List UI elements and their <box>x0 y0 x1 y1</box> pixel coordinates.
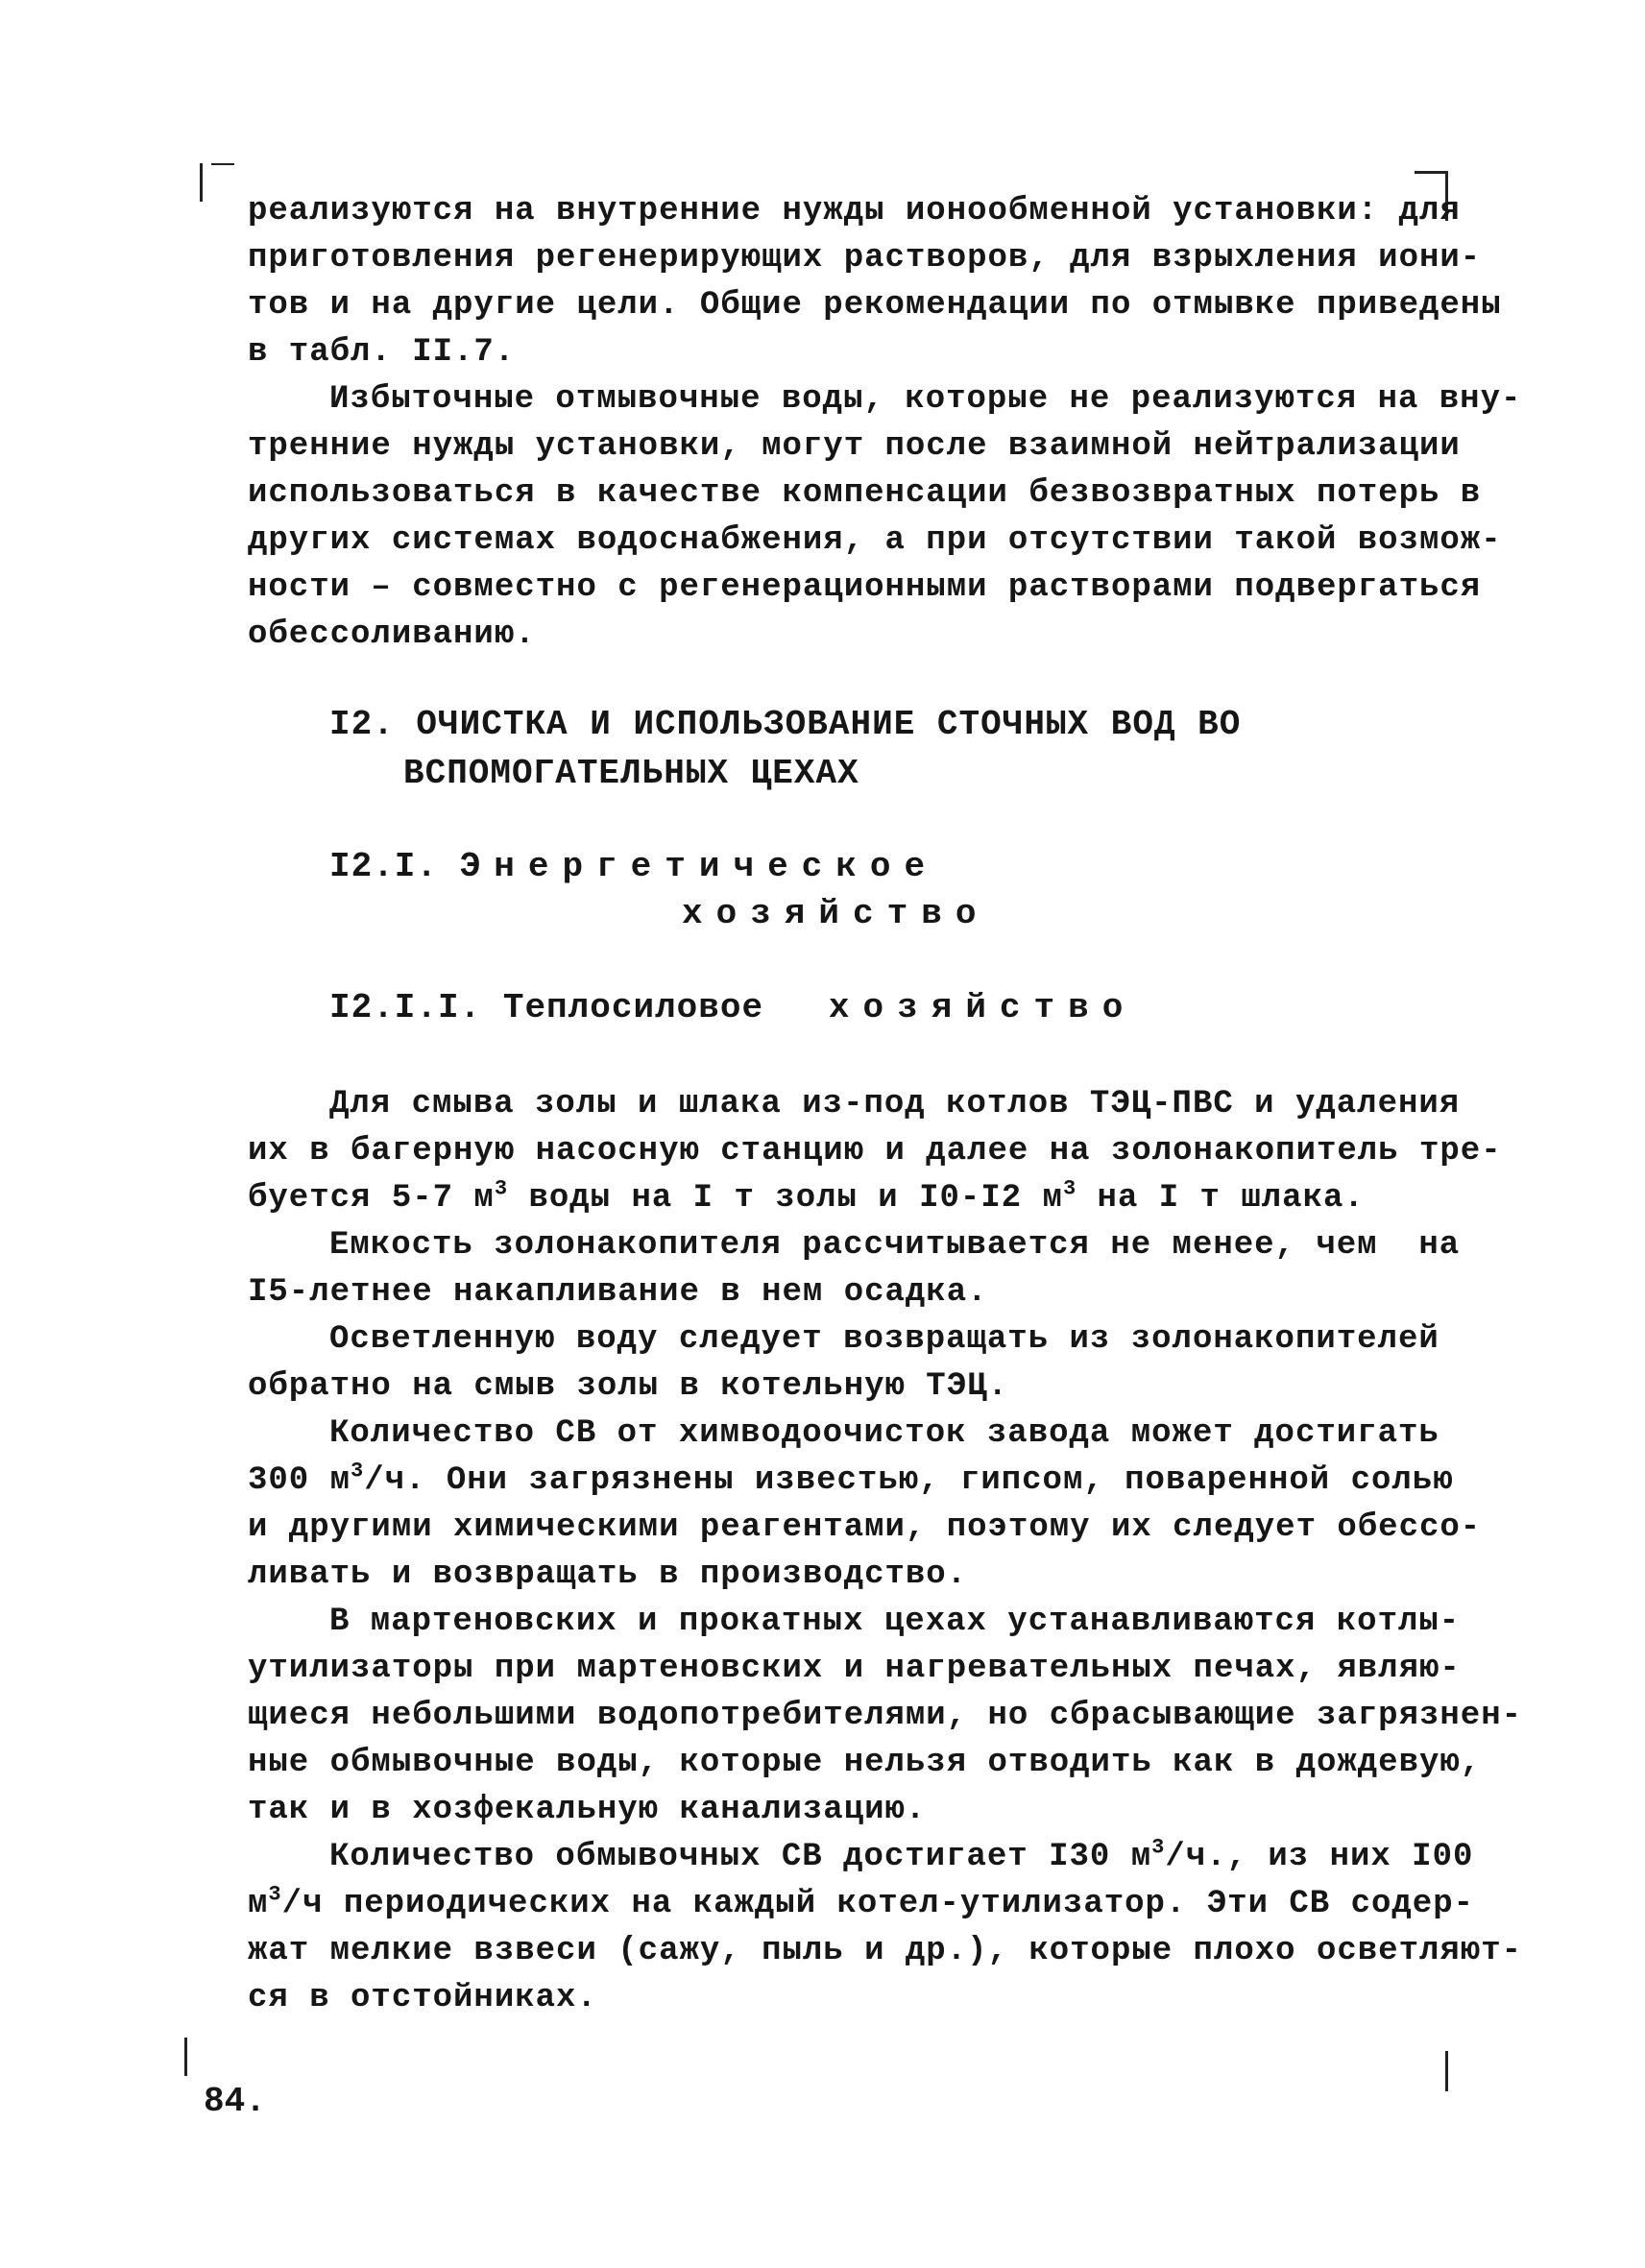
text-fragment: м <box>248 1886 269 1922</box>
subsubsection-title: Теплосиловое <box>502 988 764 1027</box>
text-fragment: буется 5-7 м <box>248 1180 495 1217</box>
page-number: 84. <box>204 2082 266 2121</box>
text-line: в табл. II.7. <box>248 334 516 371</box>
subsection-heading <box>329 848 938 886</box>
text-line <box>248 1461 1454 1500</box>
subsubsection-heading <box>329 989 1136 1027</box>
section-heading: I2. ОЧИСТКА И ИСПОЛЬЗОВАНИЕ СТОЧНЫХ ВОД ВО <box>329 705 1242 744</box>
text-line: жат мелкие взвеси (сажу, пыль и др.), которые плохо осветляют- <box>248 1933 1523 1969</box>
corner-mark-top-right <box>1415 171 1447 174</box>
text-line: Осветленную воду следует возвращать из золонакопителей <box>329 1321 1439 1358</box>
text-line: приготовления регенерирующих растворов, для взрыхления иони- <box>248 240 1482 277</box>
subsection-title: Энергетическое <box>459 847 939 886</box>
text-line: утилизаторы при мартеновских и нагревательных печах, являю- <box>248 1651 1461 1687</box>
subsection-number: I2.I. <box>329 847 439 886</box>
subsubsection-title-spaced: хозяйство <box>828 988 1137 1027</box>
text-fragment: /ч периодических на каждый котел-утилизатор. Эти СВ содер- <box>281 1886 1475 1922</box>
text-line: Для смыва золы и шлака из-под котлов ТЭЦ-ПВС и удаления <box>329 1086 1461 1122</box>
text-line <box>248 1176 1365 1218</box>
text-line: и другими химическими реагентами, поэтому их следует обессо- <box>248 1509 1482 1546</box>
subsection-title: хозяйство <box>682 894 990 933</box>
superscript: 3 <box>351 1459 365 1484</box>
text-line: щиеся небольшими водопотребителями, но сбрасывающие загрязнен- <box>248 1698 1523 1734</box>
text-line: обратно на смыв золы в котельную ТЭЦ. <box>248 1368 1008 1405</box>
corner-mark-bottom-left <box>184 2038 187 2076</box>
text-line: В мартеновских и прокатных цехах устанавливаются котлы- <box>329 1604 1461 1640</box>
corner-mark-top-left <box>200 163 203 202</box>
text-line <box>329 1835 1474 1876</box>
text-line: ности – совместно с регенерационными растворами подвергаться <box>248 569 1482 606</box>
text-line: Избыточные отмывочные воды, которые не реализуются на вну- <box>329 381 1522 418</box>
corner-mark-top-left-dash <box>211 163 234 165</box>
subsubsection-number: I2.I.I. <box>329 988 482 1027</box>
text-line: тренние нужды установки, могут после взаимной нейтрализации <box>248 428 1461 465</box>
text-fragment: Количество обмывочных СВ достигает I30 м <box>329 1839 1152 1875</box>
text-fragment: 300 м <box>248 1462 351 1499</box>
text-fragment: /ч., из них I00 <box>1165 1839 1474 1875</box>
text-line: их в багерную насосную станцию и далее на золонакопитель тре- <box>248 1133 1502 1170</box>
text-line: Емкость золонакопителя рассчитывается не менее, чем на <box>329 1227 1461 1264</box>
superscript: 3 <box>1151 1835 1166 1860</box>
text-line: тов и на другие цели. Общие рекомендации по отмывке приведены <box>248 287 1502 324</box>
section-heading: ВСПОМОГАТЕЛЬНЫХ ЦЕХАХ <box>403 754 859 793</box>
text-line: обессоливанию. <box>248 616 536 653</box>
text-line <box>248 1882 1475 1923</box>
superscript: 3 <box>268 1882 282 1907</box>
text-line: реализуются на внутренние нужды ионообменной установки: для <box>248 193 1461 229</box>
text-line: I5-летнее накапливание в нем осадка. <box>248 1274 988 1311</box>
text-line: ливать и возвращать в производство. <box>248 1556 968 1593</box>
text-fragment: на I т шлака. <box>1077 1180 1365 1217</box>
text-line: ные обмывочные воды, которые нельзя отводить как в дождевую, <box>248 1745 1482 1781</box>
text-fragment: воды на I т золы и I0-I2 м <box>508 1180 1063 1217</box>
superscript: 3 <box>494 1176 509 1201</box>
text-fragment: /ч. Они загрязнены известью, гипсом, поваренной солью <box>364 1462 1454 1499</box>
text-line: ся в отстойниках. <box>248 1980 597 2016</box>
text-line: использоваться в качестве компенсации безвозвратных потерь в <box>248 475 1482 512</box>
text-line: других системах водоснабжения, а при отсутствии такой возмож- <box>248 522 1502 559</box>
corner-mark-bottom-right <box>1445 2051 1448 2091</box>
text-line: так и в хозфекальную канализацию. <box>248 1792 927 1828</box>
text-line: Количество СВ от химводоочисток завода может достигать <box>329 1415 1439 1452</box>
superscript: 3 <box>1062 1176 1077 1201</box>
